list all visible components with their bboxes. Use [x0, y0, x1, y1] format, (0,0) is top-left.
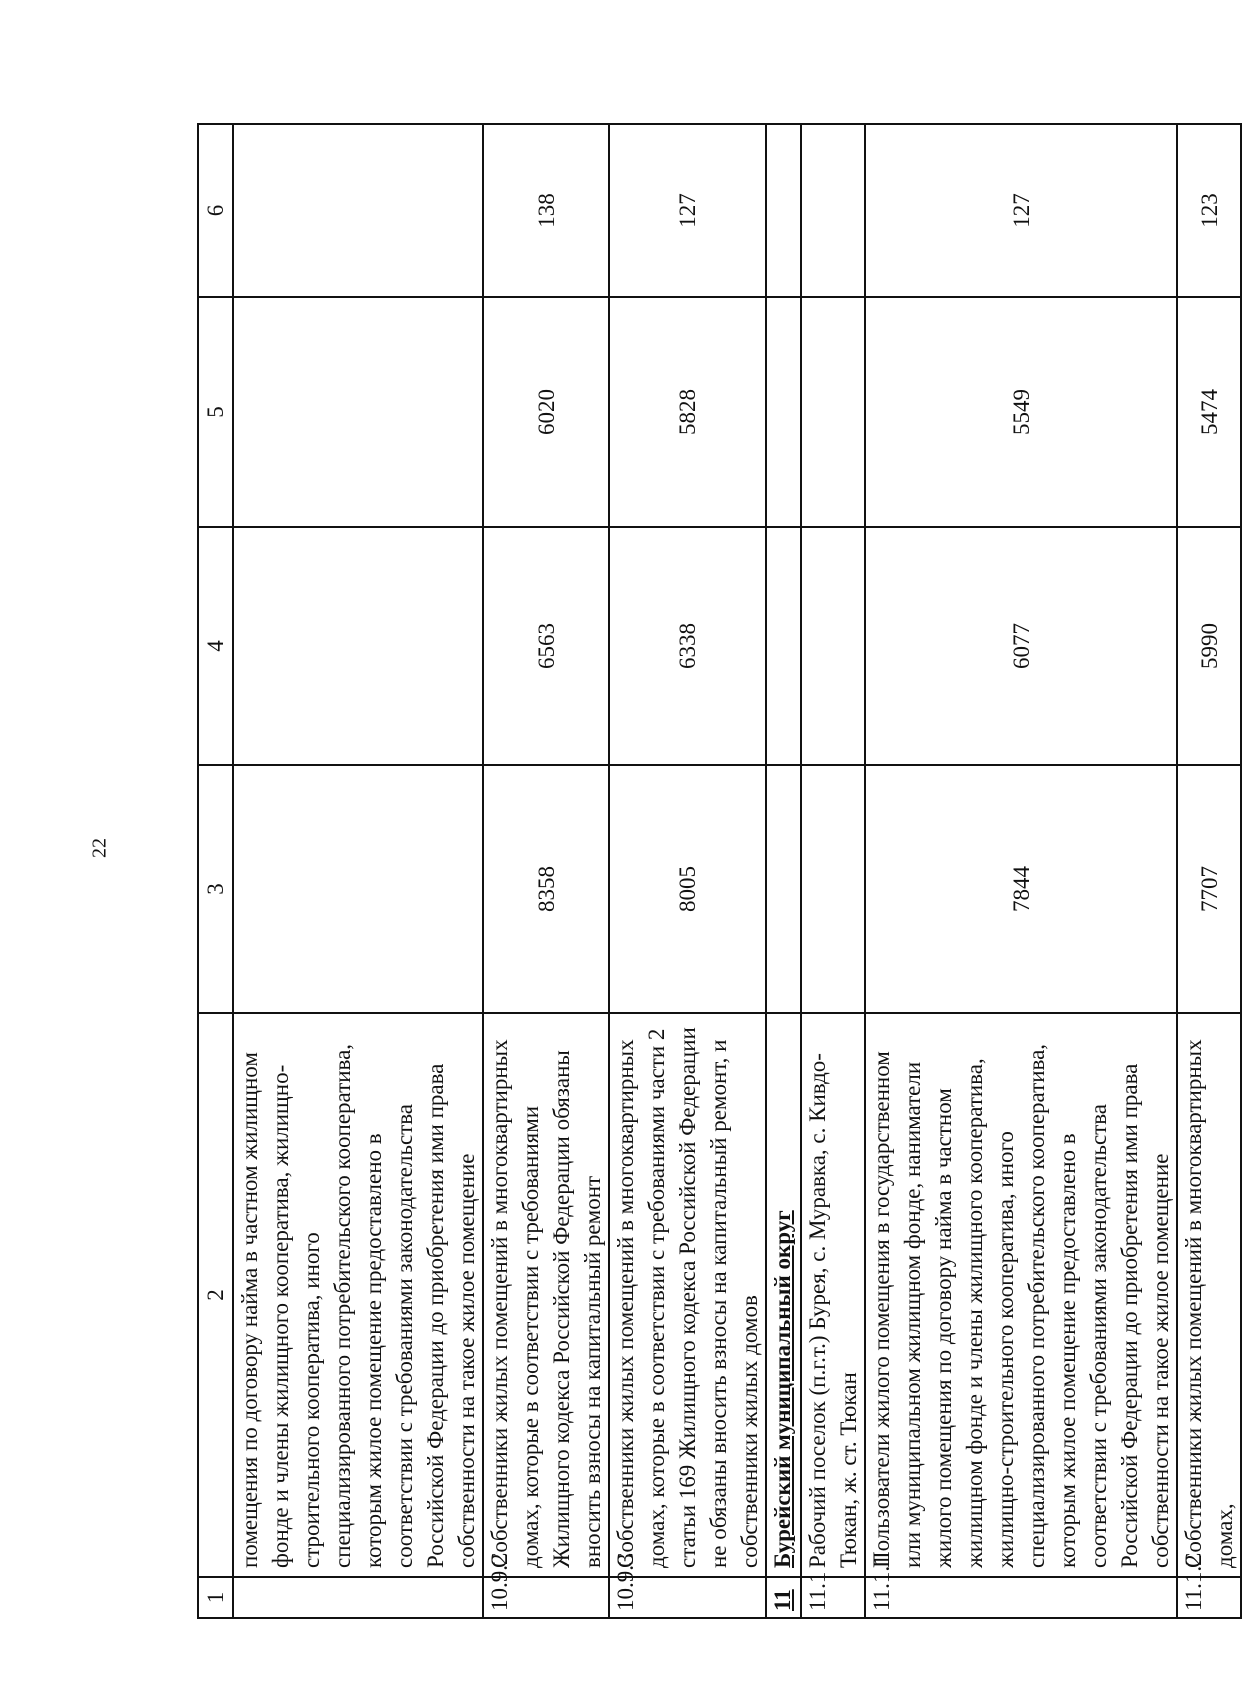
- header-col-4: 4: [198, 527, 233, 765]
- row-value-3: [801, 765, 865, 1013]
- row-value-5: 5828: [609, 297, 766, 527]
- row-value-6: [766, 124, 801, 297]
- row-value-4: 6338: [609, 527, 766, 765]
- table-row: [483, 124, 609, 1618]
- row-value-5: 5474: [1177, 297, 1241, 527]
- row-value-4: 6563: [483, 527, 609, 765]
- table-row: [609, 124, 766, 1618]
- row-code: 11.1: [801, 1577, 865, 1618]
- row-value-5: 6020: [483, 297, 609, 527]
- row-value-6: [801, 124, 865, 297]
- table-row: [801, 124, 865, 1618]
- row-value-4: [801, 527, 865, 765]
- row-code: 10.9.3: [609, 1577, 766, 1618]
- row-value-4: [766, 527, 801, 765]
- page-number: 22: [88, 838, 111, 858]
- row-value-6: 123: [1177, 124, 1241, 297]
- row-value-4: 6077: [865, 527, 1177, 765]
- row-value-4: [233, 527, 483, 765]
- row-description: Бурейский муниципальный округ: [766, 1013, 801, 1577]
- table-row: [865, 124, 1177, 1618]
- row-value-3: [766, 765, 801, 1013]
- table-row: [766, 124, 801, 1618]
- table-row: [1177, 124, 1241, 1618]
- table-header-row: [198, 124, 233, 1618]
- row-description: Собственники жилых помещений в многоквартирных домах, которые в соответствии с требованиями части 2 статьи 169 Жилищного кодекса Российской Федерации не обязаны вносить взносы на капитальный ремонт, и собственники жилых домов: [609, 1013, 766, 1577]
- row-value-3: 8005: [609, 765, 766, 1013]
- row-value-6: [233, 124, 483, 297]
- row-value-6: 127: [865, 124, 1177, 297]
- row-value-5: [233, 297, 483, 527]
- row-code: 11.1.2: [1177, 1577, 1241, 1618]
- row-description: Собственники жилых помещений в многоквартирных домах,: [1177, 1013, 1241, 1577]
- header-col-6: 6: [198, 124, 233, 297]
- header-col-2: 2: [198, 1013, 233, 1577]
- row-value-4: 5990: [1177, 527, 1241, 765]
- row-value-6: 127: [609, 124, 766, 297]
- row-code: 10.9.2: [483, 1577, 609, 1618]
- header-col-5: 5: [198, 297, 233, 527]
- row-value-5: [801, 297, 865, 527]
- row-description: Собственники жилых помещений в многоквартирных домах, которые в соответствии с требованиями Жилищного кодекса Российской Федерации обязаны вносить взносы на капитальный ремонт: [483, 1013, 609, 1577]
- row-value-5: [766, 297, 801, 527]
- row-value-6: 138: [483, 124, 609, 297]
- table-row: [233, 124, 483, 1618]
- row-description: помещения по договору найма в частном жилищном фонде и члены жилищного кооператива, жилищно-строительного кооператива, иного специализированного потребительского кооператива, которым жилое помещение предоставлено в соответствии с требованиями законодательства Российской Федерации до приобретения ими права собственности на такое жилое помещение: [233, 1013, 483, 1577]
- row-value-3: 7707: [1177, 765, 1241, 1013]
- row-value-3: 8358: [483, 765, 609, 1013]
- header-col-3: 3: [198, 765, 233, 1013]
- header-col-1: 1: [198, 1577, 233, 1618]
- row-value-3: 7844: [865, 765, 1177, 1013]
- rotated-table-container: [197, 125, 1237, 1619]
- row-code: 11.1.1: [865, 1577, 1177, 1618]
- row-description: Пользователи жилого помещения в государственном или муниципальном жилищном фонде, наниматели жилого помещения по договору найма в частном жилищном фонде и члены жилищного кооператива, жилищно-строительного кооператива, иного специализированного потребительского кооператива, которым жилое помещение предоставлено в соответствии с требованиями законодательства Российской Федерации до приобретения ими права собственности на такое жилое помещение: [865, 1013, 1177, 1577]
- row-code: 11: [766, 1577, 801, 1618]
- row-value-5: 5549: [865, 297, 1177, 527]
- tariff-table: [197, 123, 1242, 1619]
- row-code: [233, 1577, 483, 1618]
- row-description: Рабочий поселок (п.г.т.) Бурея, с. Муравка, с. Кивдо-Тюкан, ж. ст. Тюкан: [801, 1013, 865, 1577]
- row-value-3: [233, 765, 483, 1013]
